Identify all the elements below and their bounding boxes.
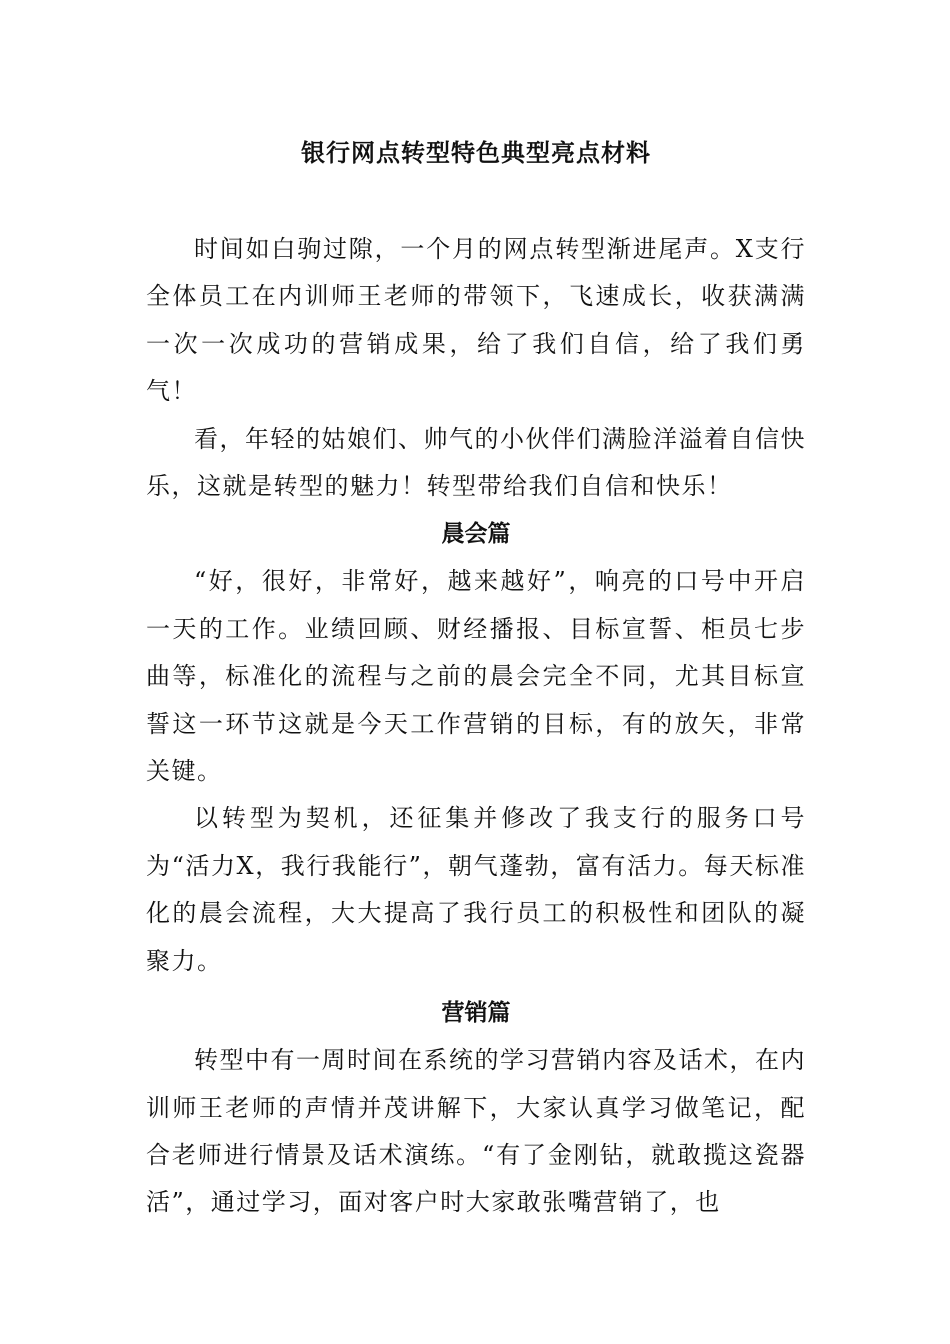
morning-meeting-paragraph-2: 以转型为契机，还征集并修改了我支行的服务口号为“活力X，我行我能行”，朝气蓬勃，富有活力。每天标准化的晨会流程，大大提高了我行员工的积极性和团队的凝聚力。: [146, 804, 806, 975]
section-heading-marketing: 营销篇: [441, 1000, 511, 1027]
section-heading-morning-meeting: 晨会篇: [441, 521, 511, 548]
intro-paragraph-1: 时间如白驹过隙，一个月的网点转型渐进尾声。X支行全体员工在内训师王老师的带领下，飞速成长，收获满满一次一次成功的营销成果，给了我们自信，给了我们勇气！: [146, 235, 806, 406]
document-page: [146, 130, 806, 1227]
document-title: 银行网点转型特色典型亮点材料: [301, 139, 651, 167]
morning-meeting-paragraph-1: “好，很好，非常好，越来越好”，响亮的口号中开启一天的工作。业绩回顾、财经播报、目标宣誓、柜员七步曲等，标准化的流程与之前的晨会完全不同，尤其目标宣誓这一环节这就是今天工作营销的目标，有的放矢，非常关键。: [146, 567, 806, 786]
marketing-paragraph-1: 转型中有一周时间在系统的学习营销内容及话术，在内训师王老师的声情并茂讲解下，大家认真学习做笔记，配合老师进行情景及话术演练。“有了金刚钻，就敢揽这瓷器活”，通过学习，面对客户时大家敢张嘴营销了，也: [146, 1046, 806, 1217]
intro-paragraph-2: 看，年轻的姑娘们、帅气的小伙伴们满脸洋溢着自信快乐，这就是转型的魅力！转型带给我们自信和快乐！: [146, 424, 806, 501]
